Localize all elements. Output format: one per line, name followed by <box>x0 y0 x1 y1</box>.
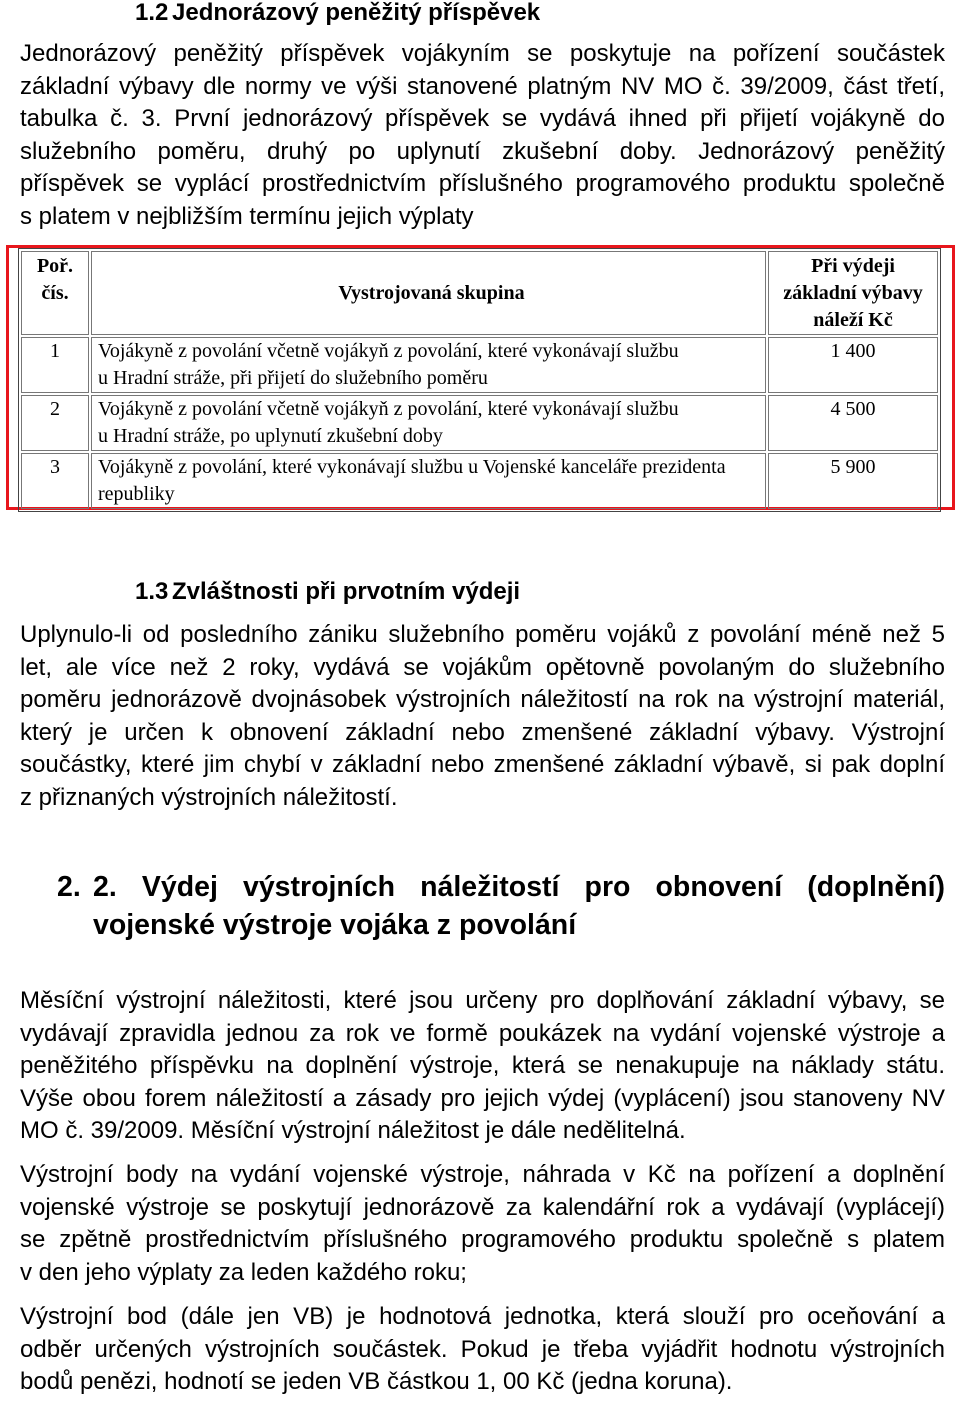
paragraph-line: vydávají zpravidla jednou za rok ve formě poukázek na vydání vojenské výstroje a <box>20 1019 945 1047</box>
section-number: 1.3 <box>135 578 169 605</box>
paragraph-line: Výstrojní body na vydání vojenské výstroje, náhrada v Kč na pořízení a doplnění <box>20 1161 945 1188</box>
header-number-line: Poř. <box>36 255 74 277</box>
paragraph-line: let, ale více než 2 roky, vydává se vojákům opětovně povolaným do služebního <box>20 653 945 681</box>
paragraph-line: který je určen k obnovení základní nebo zmenšené základní výbavy. Výstrojní <box>20 718 945 746</box>
paragraph-line: Měsíční výstrojní náležitosti, které jsou určeny pro doplňování základní výbavy, se <box>20 987 945 1014</box>
paragraph-2-2-c <box>20 1301 945 1399</box>
header-number-line: čís. <box>41 282 69 304</box>
header-group-cell <box>91 251 766 335</box>
paragraph-2-2-b <box>20 1159 945 1289</box>
row-amount: 4 500 <box>768 395 938 451</box>
paragraph-line: MO č. 39/2009. Měsíční výstrojní náležitost je dále nedělitelná. <box>20 1117 686 1144</box>
paragraph-line: s platem v nejbližším termínu jejich výplaty <box>20 202 474 230</box>
row-group-line: Vojákyně z povolání včetně vojákyň z povolání, které vykonávají službu <box>98 398 679 420</box>
row-group-line: u Hradní stráže, při přijetí do služebního poměru <box>98 367 488 389</box>
allowance-table <box>18 248 941 512</box>
section-number: 1.2 <box>135 0 169 26</box>
row-group <box>91 453 766 509</box>
paragraph-line: vojenské výstroje se poskytují jednorázově za kalendářní rok a vydávají (vyplácejí) <box>20 1193 945 1221</box>
row-amount: 1 400 <box>768 337 938 393</box>
paragraph-1-2 <box>20 38 945 233</box>
header-amount-line: náleží Kč <box>813 309 893 331</box>
row-group-line: u Hradní stráže, po uplynutí zkušební doby <box>98 425 443 447</box>
table-row <box>21 395 938 451</box>
row-group <box>91 395 766 451</box>
paragraph-line: služebního poměru, druhý po uplynutí zkušební doby. Jednorázový peněžitý <box>20 137 945 165</box>
section-title: Zvláštnosti při prvotním výdeji <box>172 578 521 605</box>
section-number-2-2: 2. <box>57 871 81 903</box>
table-header-row <box>21 251 938 335</box>
row-group-line: Vojákyně z povolání, které vykonávají službu u Vojenské kanceláře prezidenta <box>98 456 726 478</box>
table-row <box>21 453 938 509</box>
section-title-line: vojenské výstroje vojáka z povolání <box>93 909 577 941</box>
paragraph-line: peněžitého příspěvku na doplnění výstroje, která se nenakupuje na náklady státu. <box>20 1052 945 1079</box>
paragraph-line: bodů penězi, hodnotí se jeden VB částkou 1, 00 Kč (jedna koruna). <box>20 1368 733 1395</box>
section-heading-1-2 <box>135 0 735 26</box>
paragraph-line: Výše obou forem náležitostí a zásady pro jejich výdej (vyplácení) jsou stanoveny NV <box>20 1084 945 1112</box>
row-number: 3 <box>21 453 89 509</box>
paragraph-line: odběr určených výstrojních součástek. Pokud je třeba vyjádřit hodnotu výstrojních <box>20 1335 945 1363</box>
paragraph-line: z přiznaných výstrojních náležitostí. <box>20 783 398 811</box>
paragraph-line: tabulka č. 3. První jednorázový příspěvek se vydává ihned při přijetí vojákyně do <box>20 105 945 132</box>
row-group-line: Vojákyně z povolání včetně vojákyň z povolání, které vykonávají službu <box>98 340 679 362</box>
paragraph-line: se zpětně prostřednictvím příslušného programového produktu společně s platem <box>20 1226 945 1253</box>
paragraph-line: v den jeho výplaty za leden každého roku; <box>20 1258 467 1286</box>
header-amount-line: Při výdeji <box>811 255 895 277</box>
row-group <box>91 337 766 393</box>
paragraph-line: poměru jednorázově dvojnásobek výstrojních náležitostí na rok na výstrojní materiál, <box>20 686 945 713</box>
row-number: 2 <box>21 395 89 451</box>
paragraph-line: Výstrojní bod (dále jen VB) je hodnotová jednotka, která slouží pro oceňování a <box>20 1303 945 1330</box>
header-number-cell <box>21 251 89 335</box>
paragraph-2-2-a <box>20 985 945 1148</box>
paragraph-1-3 <box>20 619 945 814</box>
row-number: 1 <box>21 337 89 393</box>
header-amount-line: základní výbavy <box>783 282 923 304</box>
paragraph-line: příspěvek se vyplácí prostřednictvím příslušného programového produktu společně <box>20 170 945 197</box>
row-group-line: republiky <box>98 483 175 505</box>
paragraph-line: základní výbavy dle normy ve výši stanovené platným NV MO č. 39/2009, část třetí, <box>20 72 945 100</box>
header-group-label: Vystrojovaná skupina <box>338 281 525 304</box>
row-amount: 5 900 <box>768 453 938 509</box>
section-heading-1-3 <box>135 579 735 605</box>
paragraph-line: Uplynulo-li od posledního zániku služebního poměru vojáků z povolání méně než 5 <box>20 621 945 648</box>
section-title-line: 2. Výdej výstrojních náležitostí pro obnovení (doplnění) <box>93 871 945 903</box>
section-title: Jednorázový peněžitý příspěvek <box>172 0 541 26</box>
paragraph-line: součástky, které jim chybí v základní nebo zmenšené základní výbavě, si pak doplní <box>20 751 945 778</box>
section-heading-2-2 <box>93 868 945 944</box>
table-row <box>21 337 938 393</box>
header-amount-cell <box>768 251 938 335</box>
paragraph-line: Jednorázový peněžitý příspěvek vojákyním se poskytuje na pořízení součástek <box>20 40 945 67</box>
